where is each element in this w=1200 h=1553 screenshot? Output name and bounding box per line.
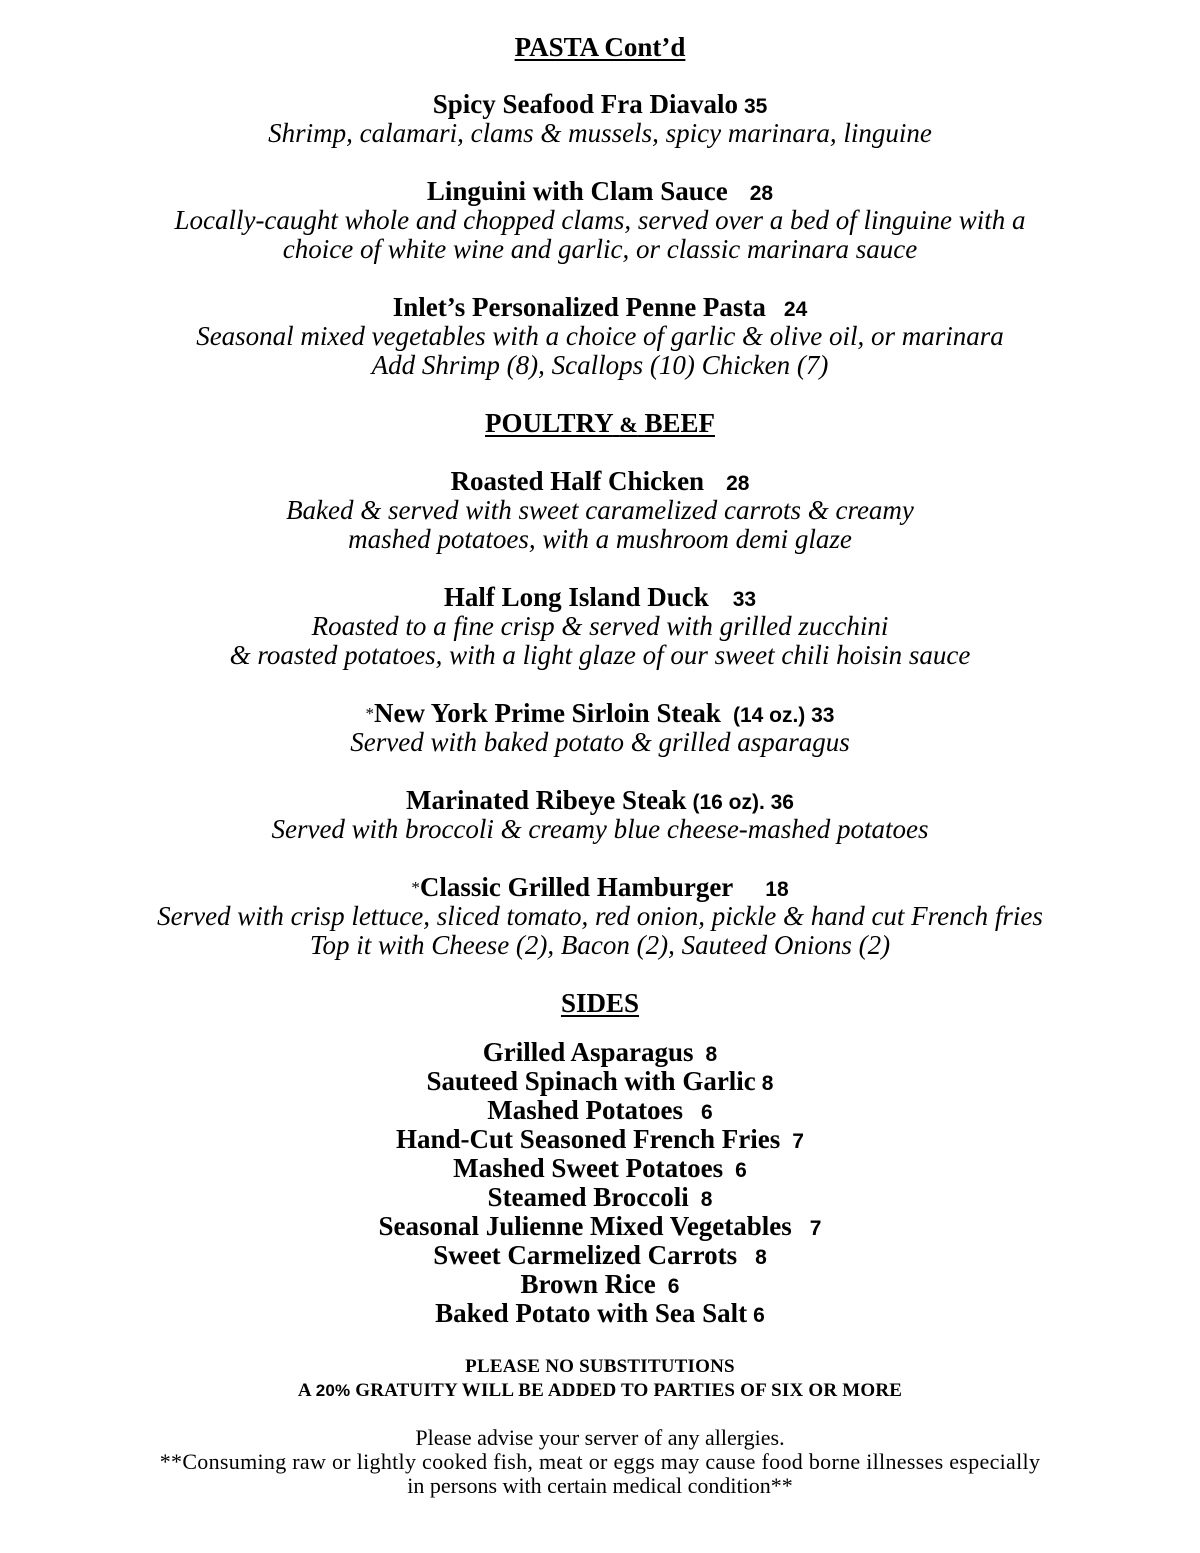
side-name: Hand-Cut Seasoned French Fries bbox=[396, 1124, 781, 1154]
item-title: Half Long Island Duck bbox=[443, 582, 709, 612]
item-title: New York Prime Sirloin Steak bbox=[373, 698, 721, 728]
side-name: Baked Potato with Sea Salt bbox=[435, 1298, 748, 1328]
item-description: mashed potatoes, with a mushroom demi glaze bbox=[348, 524, 852, 554]
side-name: Seasonal Julienne Mixed Vegetables bbox=[378, 1211, 792, 1241]
item-description: choice of white wine and garlic, or classic marinara sauce bbox=[282, 234, 918, 264]
item-description: Roasted to a fine crisp & served with grilled zucchini bbox=[311, 611, 889, 641]
gratuity-percent: 20% bbox=[315, 1381, 351, 1400]
side-name: Sweet Carmelized Carrots bbox=[433, 1240, 738, 1270]
side-price: 8 bbox=[755, 1246, 767, 1269]
gratuity-text: GRATUITY WILL BE ADDED TO PARTIES OF SIX OR MORE bbox=[355, 1380, 903, 1401]
side-price: 8 bbox=[700, 1188, 713, 1211]
consumption-warning-cont: in persons with certain medical condition** bbox=[407, 1473, 793, 1498]
asterisk-marker: * bbox=[365, 704, 374, 723]
side-price: 8 bbox=[705, 1043, 718, 1066]
side-name: Brown Rice bbox=[520, 1269, 656, 1299]
side-item bbox=[0, 1068, 1200, 1095]
heading-part: POULTRY bbox=[485, 408, 613, 438]
gratuity-prefix: A bbox=[297, 1380, 311, 1401]
heading-ampersand: & bbox=[619, 412, 638, 437]
item-price: 24 bbox=[783, 298, 808, 321]
allergy-notice: Please advise your server of any allergies. bbox=[415, 1425, 785, 1450]
gratuity-notice bbox=[0, 1381, 1200, 1400]
item-price: 28 bbox=[726, 472, 750, 495]
section-heading-poultry-beef bbox=[0, 410, 1200, 437]
asterisk-marker: * bbox=[411, 878, 420, 897]
side-name: Mashed Potatoes bbox=[487, 1095, 684, 1125]
item-description: Top it with Cheese (2), Bacon (2), Sauteed Onions (2) bbox=[309, 930, 891, 960]
side-item bbox=[0, 1213, 1200, 1240]
side-name: Steamed Broccoli bbox=[487, 1182, 689, 1212]
menu-item-name bbox=[0, 91, 1200, 118]
pasta-heading-text: PASTA Cont’d bbox=[514, 32, 686, 62]
side-item bbox=[0, 1155, 1200, 1182]
side-item bbox=[0, 1242, 1200, 1269]
item-title: Linguini with Clam Sauce bbox=[426, 176, 728, 206]
no-substitutions-notice: PLEASE NO SUBSTITUTIONS bbox=[465, 1356, 735, 1377]
item-description: Baked & served with sweet caramelized carrots & creamy bbox=[286, 495, 914, 525]
side-item bbox=[0, 1271, 1200, 1298]
side-price: 6 bbox=[667, 1275, 680, 1298]
item-price: (16 oz). 36 bbox=[692, 791, 794, 814]
item-description: Served with broccoli & creamy blue cheese-mashed potatoes bbox=[271, 814, 929, 844]
menu-item-name bbox=[0, 294, 1200, 321]
item-price: 28 bbox=[749, 182, 774, 205]
side-item bbox=[0, 1039, 1200, 1066]
heading-part: BEEF bbox=[644, 408, 715, 438]
menu-item-name bbox=[0, 584, 1200, 611]
item-description: Shrimp, calamari, clams & mussels, spicy marinara, linguine bbox=[268, 118, 932, 148]
side-price: 6 bbox=[735, 1159, 747, 1182]
item-description: Locally-caught whole and chopped clams, served over a bed of linguine with a bbox=[174, 205, 1026, 235]
sides-heading-text: SIDES bbox=[560, 988, 640, 1018]
side-item bbox=[0, 1097, 1200, 1124]
item-title: Classic Grilled Hamburger bbox=[419, 872, 734, 902]
item-title: Inlet’s Personalized Penne Pasta bbox=[392, 292, 766, 322]
side-price: 6 bbox=[753, 1304, 765, 1327]
section-heading-pasta bbox=[0, 34, 1200, 61]
menu-item-name bbox=[0, 468, 1200, 495]
item-price: (14 oz.) 33 bbox=[732, 704, 835, 727]
item-price: 18 bbox=[765, 878, 789, 901]
side-name: Grilled Asparagus bbox=[482, 1037, 694, 1067]
item-description: Served with crisp lettuce, sliced tomato, red onion, pickle & hand cut French fries bbox=[157, 901, 1043, 931]
side-name: Sauteed Spinach with Garlic bbox=[426, 1066, 756, 1096]
item-description: Seasonal mixed vegetables with a choice of garlic & olive oil, or marinara bbox=[196, 321, 1004, 351]
item-price: 35 bbox=[743, 95, 768, 118]
side-item bbox=[0, 1184, 1200, 1211]
menu-item-name bbox=[0, 874, 1200, 901]
item-title: Marinated Ribeye Steak bbox=[405, 785, 687, 815]
item-description: & roasted potatoes, with a light glaze of our sweet chili hoisin sauce bbox=[229, 640, 971, 670]
menu-item-name bbox=[0, 700, 1200, 727]
side-item bbox=[0, 1300, 1200, 1327]
menu-item-name bbox=[0, 787, 1200, 814]
item-title: Roasted Half Chicken bbox=[450, 466, 705, 496]
side-item bbox=[0, 1126, 1200, 1153]
side-price: 6 bbox=[701, 1101, 713, 1124]
item-description: Served with baked potato & grilled asparagus bbox=[350, 727, 850, 757]
side-price: 7 bbox=[809, 1217, 822, 1240]
item-title: Spicy Seafood Fra Diavalo bbox=[432, 89, 738, 119]
item-price: 33 bbox=[732, 588, 757, 611]
side-price: 7 bbox=[792, 1130, 804, 1153]
menu-item-name bbox=[0, 178, 1200, 205]
side-name: Mashed Sweet Potatoes bbox=[453, 1153, 724, 1183]
section-heading-sides bbox=[0, 990, 1200, 1017]
consumption-warning: **Consuming raw or lightly cooked fish, meat or eggs may cause food borne illnesses especially bbox=[159, 1449, 1041, 1474]
side-price: 8 bbox=[761, 1072, 774, 1095]
item-description: Add Shrimp (8), Scallops (10) Chicken (7) bbox=[371, 350, 829, 380]
